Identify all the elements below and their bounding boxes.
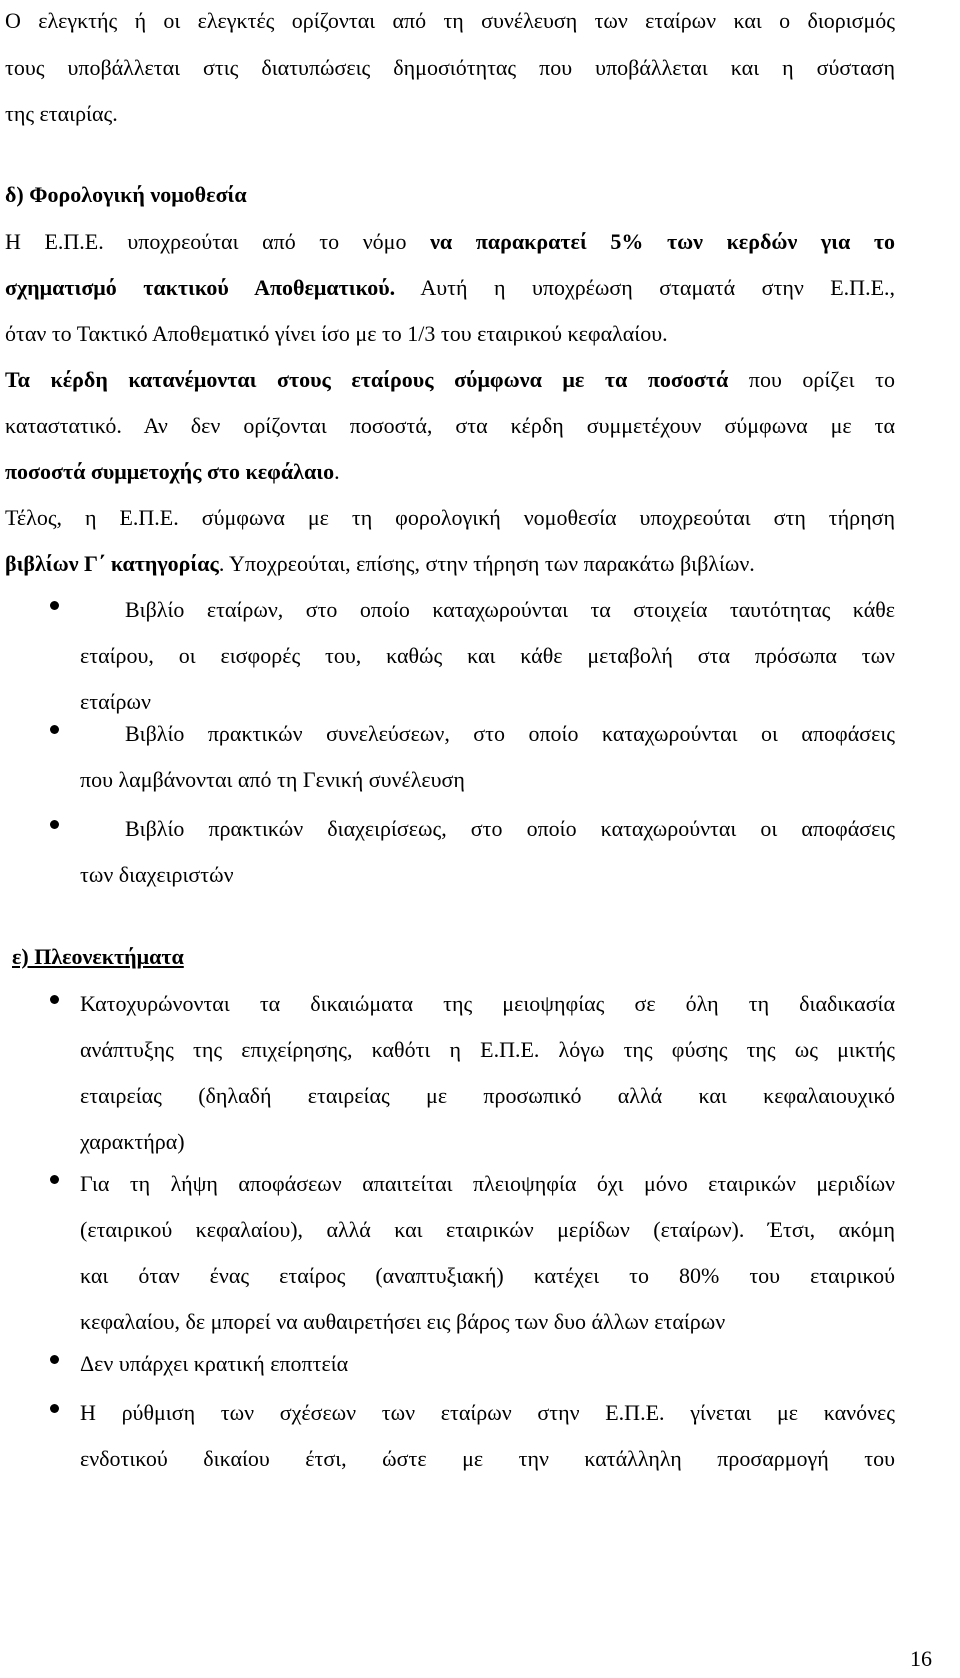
- bullet-icon: [50, 725, 59, 734]
- list-item-line: ενδοτικού δικαίου έτσι, ώστε με την κατάλληλη προσαρμογή του: [80, 1446, 895, 1471]
- list-item-line: που λαμβάνονται από τη Γενική συνέλευση: [80, 767, 465, 792]
- bullet-icon: [50, 995, 59, 1004]
- bullet-icon: [50, 601, 59, 610]
- list-item-line: των διαχειριστών: [80, 862, 234, 887]
- bullet-icon: [50, 820, 59, 829]
- list-item-line: εταιρείας (δηλαδή εταιρείας με προσωπικό αλλά και κεφαλαιουχικό: [80, 1083, 895, 1108]
- list-item-line: Δεν υπάρχει κρατική εποπτεία: [80, 1351, 349, 1376]
- list-item-line: Κατοχυρώνονται τα δικαιώματα της μειοψηφίας σε όλη τη διαδικασία: [80, 991, 895, 1016]
- bullet-icon: [50, 1404, 59, 1413]
- list-item-line: εταίρου, οι εισφορές του, καθώς και κάθε μεταβολή στα πρόσωπα των: [80, 643, 895, 668]
- section-heading-e: ε) Πλεονεκτήματα: [12, 944, 184, 969]
- paragraph-line: Ο ελεγκτής ή οι ελεγκτές ορίζονται από τη συνέλευση των εταίρων και ο διορισμός: [5, 8, 895, 33]
- list-item-line: εταίρων: [80, 689, 151, 714]
- paragraph-line: ποσοστά συμμετοχής στο κεφάλαιο.: [5, 459, 340, 484]
- paragraph-line: όταν το Τακτικό Αποθεματικό γίνει ίσο με το 1/3 του εταιρικού κεφαλαίου.: [5, 321, 668, 346]
- list-item-line: Η ρύθμιση των σχέσεων των εταίρων στην Ε.Π.Ε. γίνεται με κανόνες: [80, 1400, 895, 1425]
- page-number: 16: [910, 1646, 932, 1671]
- paragraph-line: σχηματισμό τακτικού Αποθεματικού. Αυτή η υποχρέωση σταματά στην Ε.Π.Ε.,: [5, 275, 896, 300]
- list-item-line: κεφαλαίου, δε μπορεί να αυθαιρετήσει εις βάρος των δυο άλλων εταίρων: [80, 1309, 726, 1334]
- paragraph-line: βιβλίων Γ΄ κατηγορίας. Υποχρεούται, επίσης, στην τήρηση των παρακάτω βιβλίων.: [5, 551, 755, 576]
- list-item-line: (εταιρικού κεφαλαίου), αλλά και εταιρικών μερίδων (εταίρων). Έτσι, ακόμη: [80, 1217, 895, 1242]
- list-item-line: Για τη λήψη αποφάσεων απαιτείται πλειοψηφία όχι μόνο εταιρικών μεριδίων: [80, 1171, 895, 1196]
- list-item-line: Βιβλίο πρακτικών διαχειρίσεως, στο οποίο καταχωρούνται οι αποφάσεις: [125, 816, 895, 841]
- paragraph-line: Η Ε.Π.Ε. υποχρεούται από το νόμο να παρακρατεί 5% των κερδών για το: [5, 229, 896, 254]
- paragraph-line: καταστατικό. Αν δεν ορίζονται ποσοστά, στα κέρδη συμμετέχουν σύμφωνα με τα: [5, 413, 895, 438]
- list-item-line: Βιβλίο εταίρων, στο οποίο καταχωρούνται τα στοιχεία ταυτότητας κάθε: [125, 597, 895, 622]
- section-heading-d: δ) Φορολογική νομοθεσία: [5, 182, 247, 207]
- list-item-line: Βιβλίο πρακτικών συνελεύσεων, στο οποίο καταχωρούνται οι αποφάσεις: [125, 721, 895, 746]
- paragraph-line: της εταιρίας.: [5, 101, 118, 126]
- list-item-line: χαρακτήρα): [80, 1129, 185, 1154]
- paragraph-line: Τα κέρδη κατανέμονται στους εταίρους σύμφωνα με τα ποσοστά που ορίζει το: [5, 367, 895, 392]
- paragraph-line: τους υποβάλλεται στις διατυπώσεις δημοσιότητας που υποβάλλεται και η σύσταση: [5, 55, 895, 80]
- bullet-icon: [50, 1175, 59, 1184]
- paragraph-line: Τέλος, η Ε.Π.Ε. σύμφωνα με τη φορολογική νομοθεσία υποχρεούται στη τήρηση: [5, 505, 895, 530]
- bullet-icon: [50, 1355, 59, 1364]
- list-item-line: ανάπτυξης της επιχείρησης, καθότι η Ε.Π.Ε. λόγω της φύσης της ως μικτής: [80, 1037, 895, 1062]
- list-item-line: και όταν ένας εταίρος (αναπτυξιακή) κατέχει το 80% του εταιρικού: [80, 1263, 895, 1288]
